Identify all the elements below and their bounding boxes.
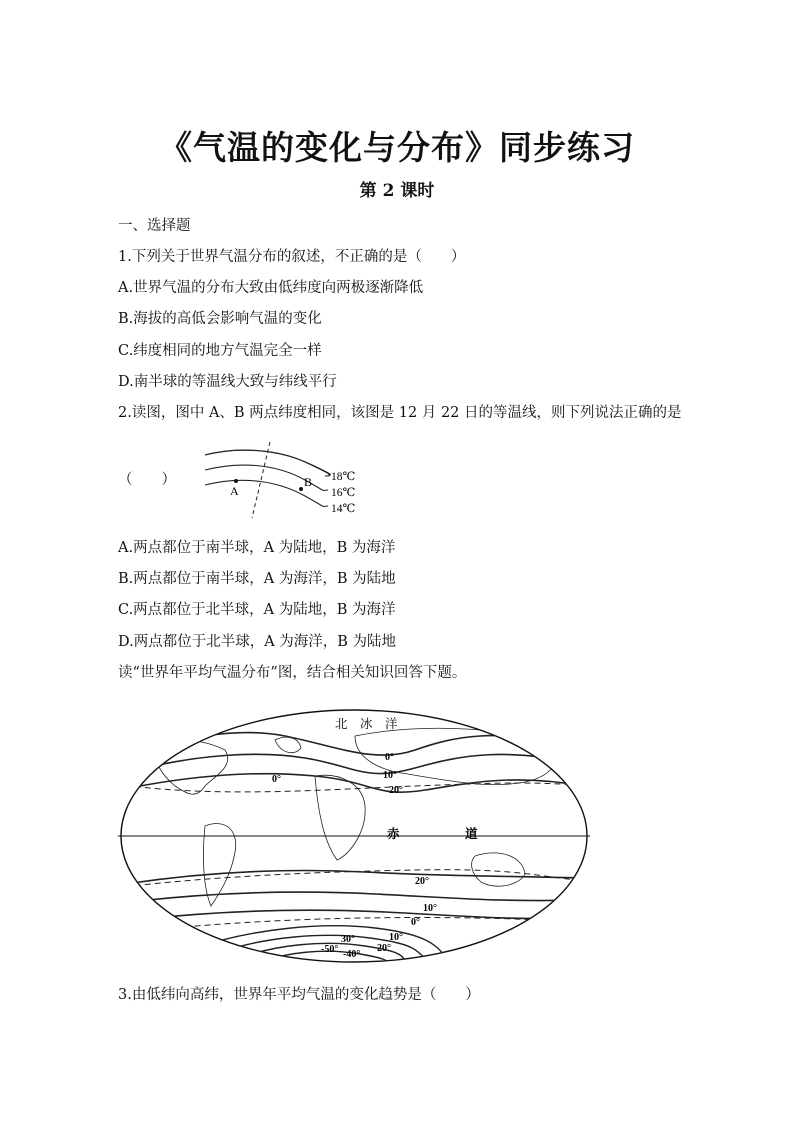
point-a-label: A [230,484,239,498]
map-label-south-minus50: -50° [321,944,339,955]
page-title: 《气温的变化与分布》同步练习 [159,128,635,167]
map-intro: 读“世界年平均气温分布”图，结合相关知识回答下题。 [118,665,467,681]
isotherm-label-18: 18℃ [331,471,356,483]
question-1-option-a: A.世界气温的分布大致由低纬度向两极逐渐降低 [118,280,424,296]
point-b-marker [299,487,303,491]
question-1-option-b: B.海拔的高低会影响气温的变化 [118,311,322,327]
page-subtitle: 第 2 课时 [359,181,435,201]
world-temperature-map [115,706,593,968]
map-label-south-10: 10° [423,903,437,914]
point-b-label: B [304,475,313,489]
map-label-south-20: 20° [415,876,429,887]
question-2-option-b: B.两点都位于南半球，A 为海洋，B 为陆地 [118,571,396,587]
point-a-marker [234,479,238,483]
question-1-option-c: C.纬度相同的地方气温完全一样 [118,343,322,359]
map-label-south-10b: 10° [389,932,403,943]
map-label-south-minus40: -40° [343,949,361,960]
map-label-north-0a: 0° [385,752,394,763]
question-2-option-c: C.两点都位于北半球，A 为陆地，B 为海洋 [118,602,396,618]
equator-label-left: 赤 [387,827,400,841]
question-2-option-a: A.两点都位于南半球，A 为陆地，B 为海洋 [118,540,396,556]
question-2-option-d: D.两点都位于北半球，A 为海洋，B 为陆地 [118,634,397,650]
dashed-latitude-line [252,442,270,518]
arctic-ocean-label: 北 冰 洋 [335,717,398,731]
question-2-stem: 2.读图，图中 A、B 两点纬度相同，该图是 12 月 22 日的等温线，则下列说法正确的是 [118,405,682,421]
section-heading: 一、选择题 [118,218,191,234]
question-2-paren: （ ） [118,472,176,488]
question-1-stem: 1.下列关于世界气温分布的叙述，不正确的是（ ） [118,249,466,265]
equator-label-right: 道 [465,827,478,841]
map-label-south-20b: 20° [377,943,391,954]
map-label-south-30: 30° [341,934,355,945]
isotherm-line-18 [205,450,330,474]
isotherm-figure [200,440,365,520]
isotherm-line-18 [205,450,330,476]
question-3-stem: 3.由低纬向高纬，世界年平均气温的变化趋势是（ ） [118,987,480,1003]
question-1-option-d: D.南半球的等温线大致与纬线平行 [118,374,337,390]
isotherm-label-16: 16℃ [331,487,356,499]
map-label-north-10: 10° [383,770,397,781]
isotherm-label-14: 14℃ [331,503,356,515]
map-label-north-20: 20° [389,785,403,796]
map-label-north-0b: 0° [272,774,281,785]
map-label-south-0: 0° [411,917,420,928]
